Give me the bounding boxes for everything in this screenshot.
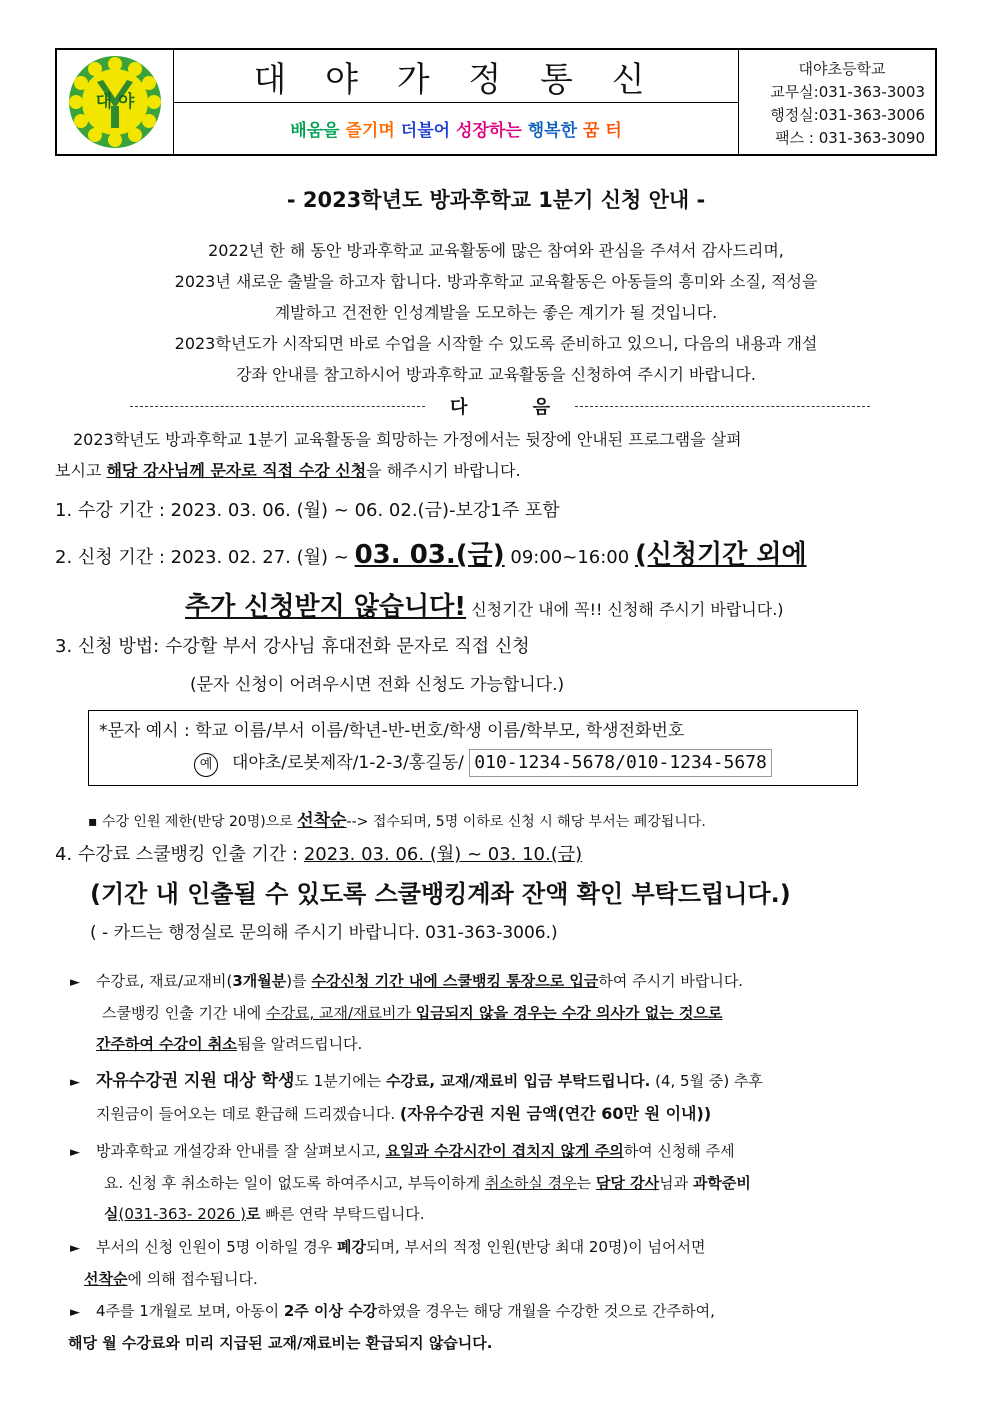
no-extra-warning: 추가 신청받지 않습니다! xyxy=(185,592,467,622)
slogan-word: 행복한 xyxy=(527,121,578,141)
slogan-word: 꿈 터 xyxy=(583,121,622,141)
main-paragraph xyxy=(55,424,945,486)
school-emblem-icon xyxy=(67,54,163,150)
intro-line: 2022년 한 해 동안 방과후학교 교육활동에 많은 참여와 관심을 주셔서 감사드리며, xyxy=(208,241,784,260)
dashed-line xyxy=(575,406,870,407)
bullet-closure: ► 부서의 신청 인원이 5명 이하일 경우 폐강되며, 부서의 적정 인원(반당 최대 20명)이 넘어서면 선착순에 의해 접수됩니다. xyxy=(70,1238,706,1288)
school-contacts xyxy=(739,50,935,154)
withdrawal-dates: 2023. 03. 06. (월) ~ 03. 10.(금) xyxy=(303,844,583,865)
example-mark: 예 xyxy=(194,753,218,777)
notice-title: - 2023학년도 방과후학교 1분기 신청 안내 - xyxy=(286,188,706,212)
para-emphasis: 해당 강사님께 문자로 직접 수강 신청 xyxy=(106,461,367,480)
capacity-note: ▪ 수강 인원 제한(반당 20명)으로 선착순--> 접수되며, 5명 이하로 신청 시 해당 부서는 폐강됩니다. xyxy=(88,811,706,831)
logo-text: 대 야 xyxy=(95,92,135,112)
withdrawal-note: (기간 내 인출될 수 있도록 스쿨뱅킹계좌 잔액 확인 부탁드립니다.) xyxy=(90,880,791,908)
school-logo xyxy=(57,50,174,154)
bullet-fee-deposit: ► 수강료, 재료/교재비(3개월분)를 수강신청 기간 내에 스쿨뱅킹 통장으로 입금하여 주시기 바랍니다. 스쿨뱅킹 인출 기간 내에 수강료, 교재/재료비가 입금되지 않을 경우는 수강 의사가 없는 것으로 간주하여 수강이 취소됨을 알려드립니다. xyxy=(70,972,744,1053)
header-center xyxy=(174,50,739,154)
card-note: ( - 카드는 행정실로 문의해 주시기 바랍니다. 031-363-3006.) xyxy=(90,923,558,943)
newsletter-title: 대 야 가 정 통 신 xyxy=(174,50,738,103)
example-format: *문자 예시 : 학교 이름/부서 이름/학년-반-번호/학생 이름/학부모, 학생전화번호 xyxy=(99,721,685,741)
intro-text xyxy=(55,235,937,390)
contact-line: 교무실:031-363-3003 xyxy=(770,83,925,101)
bullet-schedule: ► 방과후학교 개설강좌 안내를 잘 살펴보시고, 요일과 수강시간이 겹치지 않게 주의하여 신청해 주세 요. 신청 후 취소하는 일이 없도록 하여주시고, 부득이하게 취소하실 경우는 담당 강사님과 과학준비 실(031-363- 2026 )로 빠른 연락 부탁드립니다. xyxy=(70,1142,751,1223)
slogan-word: 성장하는 xyxy=(456,121,522,141)
example-phones: 010-1234-5678/010-1234-5678 xyxy=(469,749,772,777)
sms-example-box xyxy=(88,710,858,786)
section-divider xyxy=(130,393,870,419)
divider-right: 음 xyxy=(532,397,550,418)
slogan-word: 배움을 xyxy=(290,121,340,141)
item-withdrawal: 4. 수강료 스쿨뱅킹 인출 기간 : 2023. 03. 06. (월) ~ 03. 10.(금) xyxy=(55,844,583,865)
item-application-period: 2. 신청 기간 : 2023. 02. 27. (월) ~ 03. 03.(금) 09:00~16:00 (신청기간 외에 xyxy=(55,540,807,570)
item-period: 1. 수강 기간 : 2023. 03. 06. (월) ~ 06. 02.(금)-보강1주 포함 xyxy=(55,500,560,521)
dashed-line xyxy=(130,406,425,407)
para-line: 2023학년도 방과후학교 1분기 교육활동을 희망하는 가정에서는 뒷장에 안내된 프로그램을 살펴 xyxy=(73,430,742,449)
para-line: 보시고 해당 강사님께 문자로 직접 수강 신청을 해주시기 바랍니다. xyxy=(55,461,521,480)
deadline-date: 03. 03.(금) xyxy=(354,540,505,570)
newsletter-header xyxy=(55,48,937,156)
intro-line: 계발하고 건전한 인성계발을 도모하는 좋은 계기가 될 것입니다. xyxy=(274,303,718,322)
divider-left: 다 xyxy=(450,397,468,418)
intro-line: 2023년 새로운 출발을 하고자 합니다. 방과후학교 교육활동은 아동들의 흥미와 소질, 적성을 xyxy=(174,272,818,291)
bullet-voucher: ► 자유수강권 지원 대상 학생도 1분기에는 수강료, 교재/재료비 입금 부탁드립니다. (4, 5월 중) 추후 지원금이 들어오는 데로 환급해 드리겠습니다. (자유수강권 지원 금액(연간 60만 원 이내)) xyxy=(70,1071,763,1123)
item-method: 3. 신청 방법: 수강할 부서 강사님 휴대전화 문자로 직접 신청 xyxy=(55,636,530,657)
deadline-warning: (신청기간 외에 xyxy=(634,540,807,570)
slogan-word: 더불어 xyxy=(400,121,451,141)
intro-line: 강좌 안내를 참고하시어 방과후학교 교육활동을 신청하여 주시기 바랍니다. xyxy=(236,365,756,384)
school-slogan xyxy=(174,103,738,154)
item-application-period-cont: 추가 신청받지 않습니다! 신청기간 내에 꼭!! 신청해 주시기 바랍니다.) xyxy=(185,592,784,622)
slogan-word: 즐기며 xyxy=(345,121,395,141)
bullet-refund: ► 4주를 1개월로 보며, 아동이 2주 이상 수강하였을 경우는 해당 개월을 수강한 것으로 간주하여, 해당 월 수강료와 미리 지급된 교재/재료비는 환급되지 않습니다. xyxy=(68,1302,715,1352)
example-line: 예 대야초/로봇제작/1-2-3/홍길동/ 010-1234-5678/010-1234-5678 xyxy=(99,747,847,779)
item-method-note: (문자 신청이 어려우시면 전화 신청도 가능합니다.) xyxy=(190,675,565,695)
contact-line: 행정실:031-363-3006 xyxy=(770,106,925,124)
intro-line: 2023학년도가 시작되면 바로 수업을 시작할 수 있도록 준비하고 있으니, 다음의 내용과 개설 xyxy=(174,334,818,353)
contact-line: 팩스 : 031-363-3090 xyxy=(775,129,925,147)
school-name: 대야초등학교 xyxy=(798,60,886,78)
